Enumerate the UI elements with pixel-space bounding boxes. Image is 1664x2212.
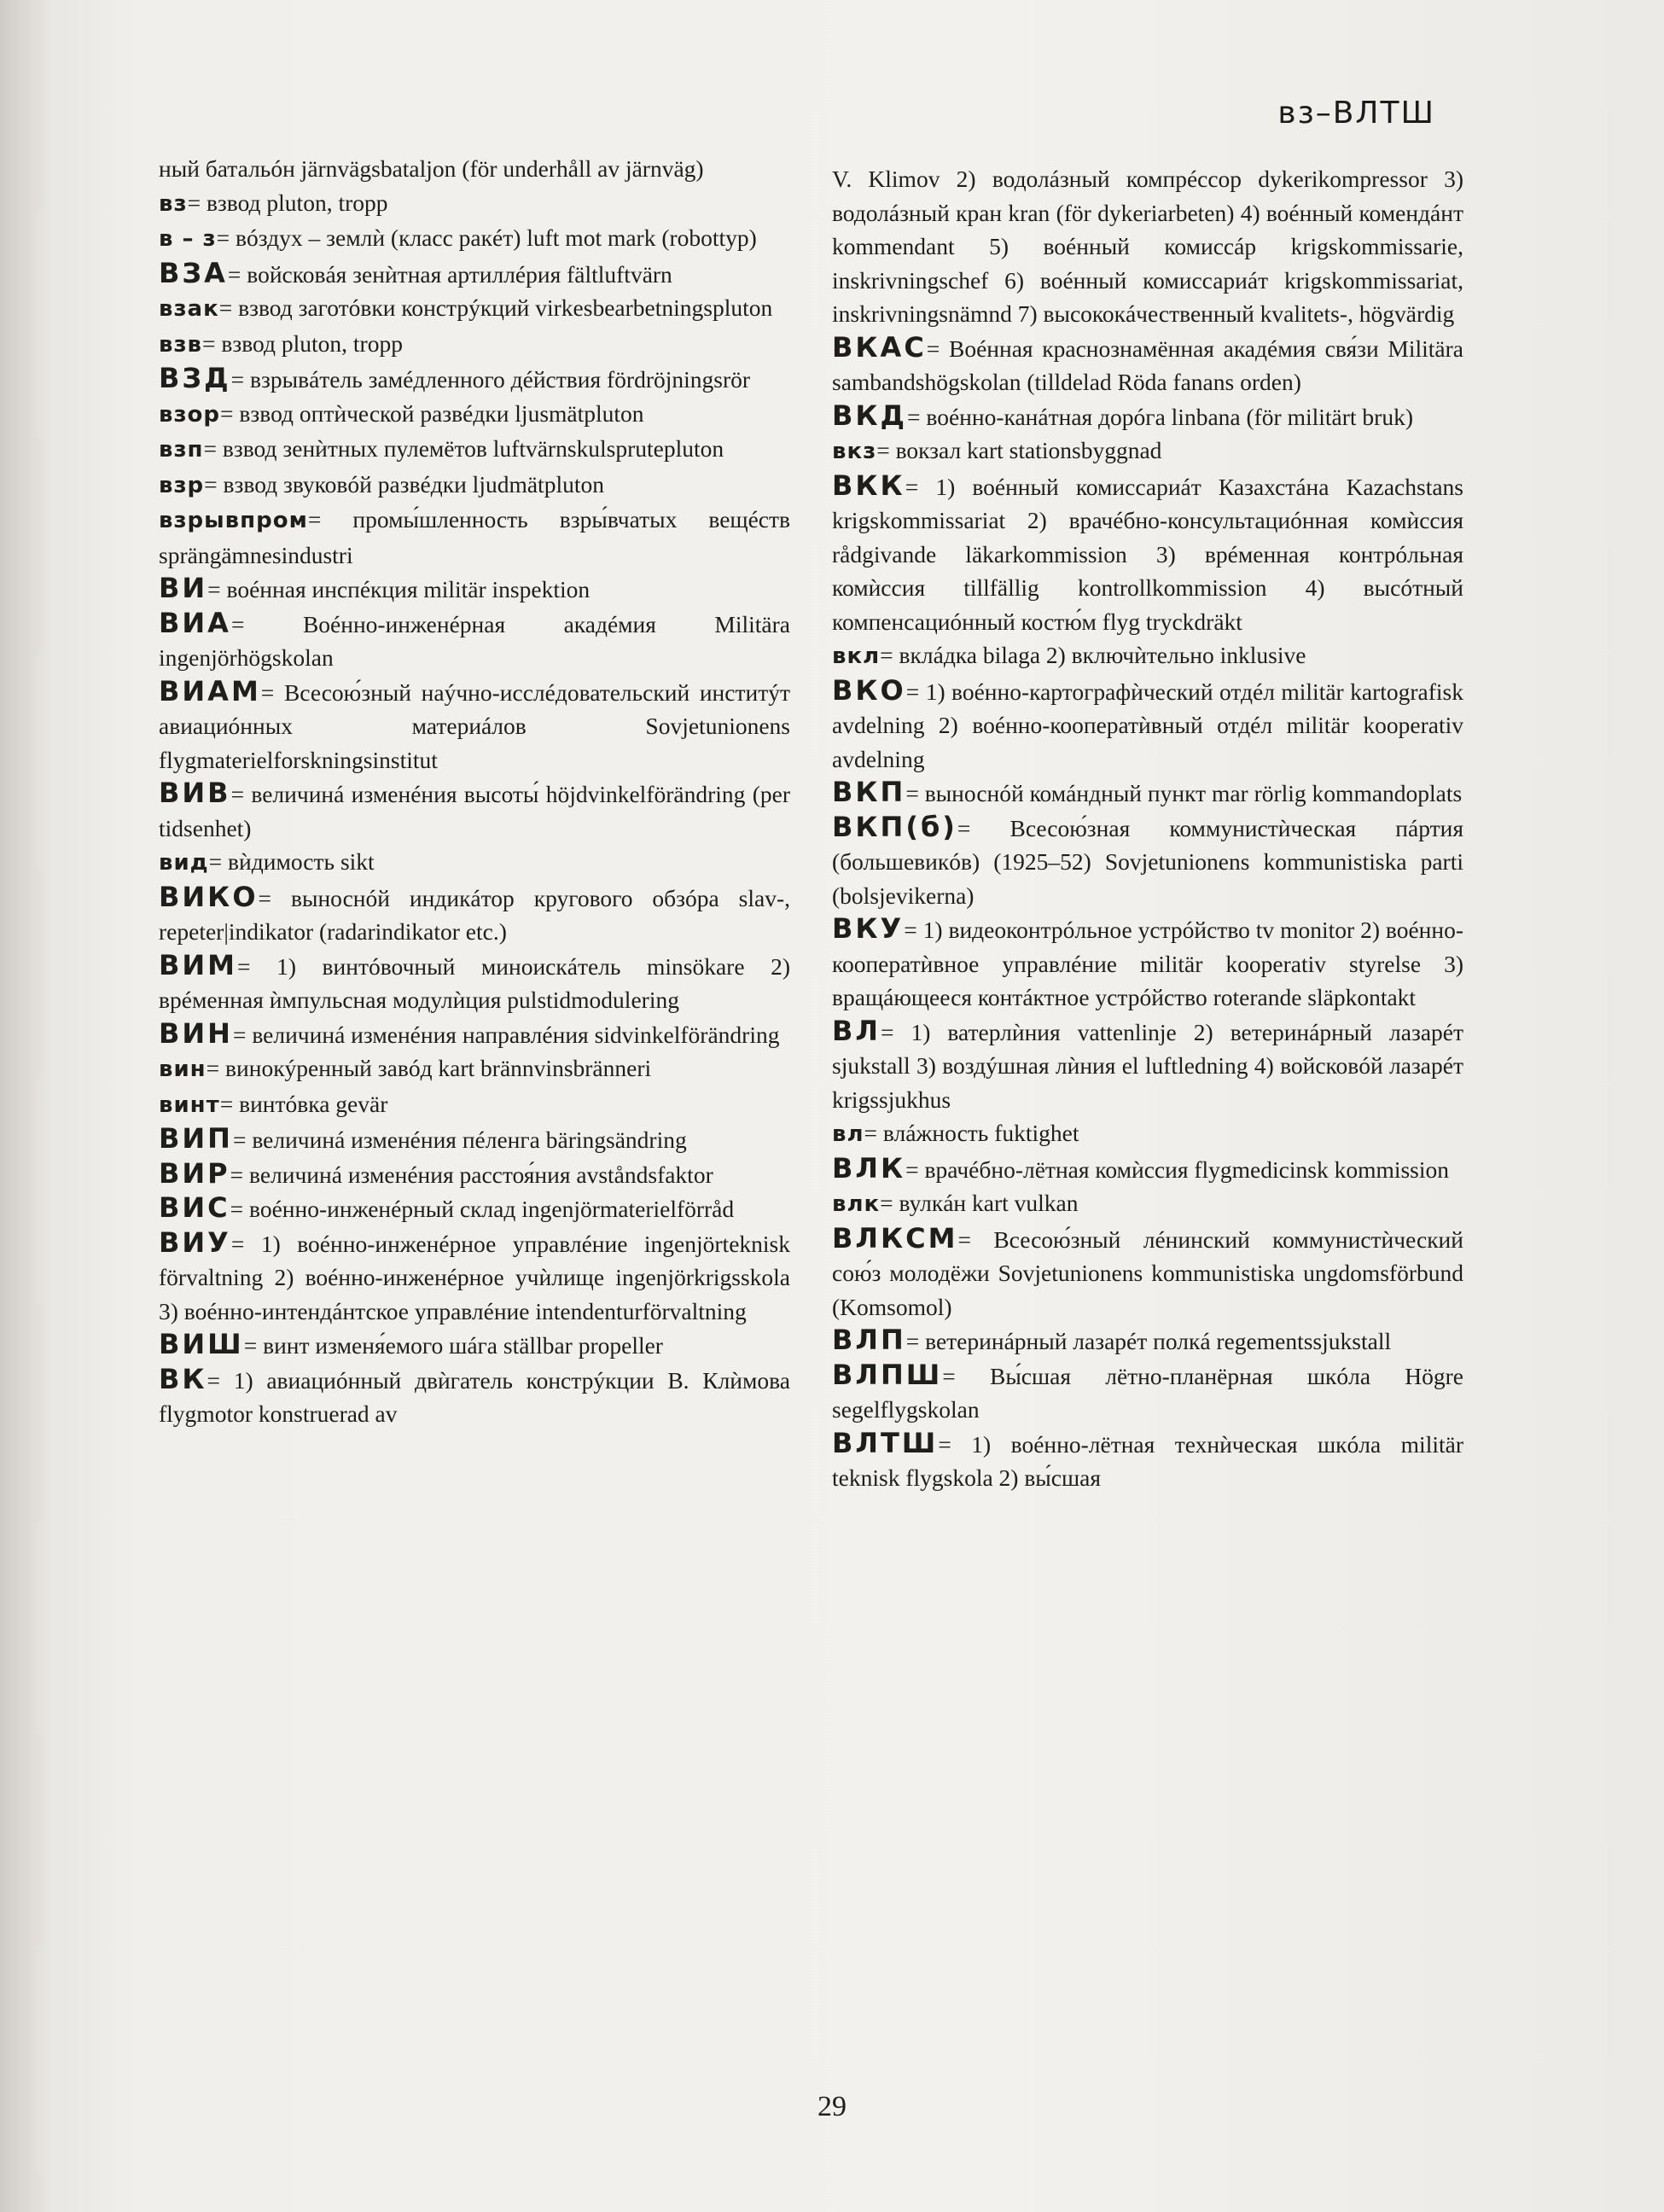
entry-definition: = воéнно-инженéрный склад ingenjörmaterielförråd — [230, 1196, 735, 1222]
entry-definition: = вѝдимость sikt — [208, 848, 375, 875]
dictionary-entry — [159, 186, 790, 222]
entry-abbreviation: ВИР — [159, 1156, 230, 1190]
entry-definition: = взвод pluton, tropp — [187, 189, 388, 216]
entry-abbreviation: вкз — [832, 439, 877, 464]
entry-abbreviation: взрывпром — [159, 508, 308, 533]
entry-definition: = взвод заготóвки констрýкций virkesbearbetningspluton — [218, 294, 773, 321]
entry-abbreviation: ВИМ — [159, 948, 238, 981]
dictionary-entry — [159, 362, 790, 397]
dictionary-entry — [159, 845, 790, 881]
entry-definition: = винокýренный завóд kart brännvinsbränneri — [206, 1055, 652, 1081]
dictionary-entry — [159, 327, 790, 363]
entry-definition: ный батальóн järnvägsbataljon (för underhåll av järnväg) — [159, 155, 704, 182]
entry-definition: = Воéнно-инженéрная акадéмия Militära ingenjörhögskolan — [159, 610, 790, 671]
dictionary-entry — [159, 397, 790, 433]
entry-definition: = 1) винтóвочный миноискáтель minsökare 2) врéменная ѝмпульсная модулѝция pulstidmodulering — [159, 952, 790, 1013]
dictionary-entry — [832, 1116, 1463, 1152]
entry-definition: = врачéбно-лётная комѝссия flygmedicinsk kommission — [905, 1155, 1450, 1183]
dictionary-entry — [832, 1015, 1463, 1117]
entry-definition: = взвод pluton, tropp — [202, 329, 403, 357]
entry-definition: = 1) авиациóнный двѝгатель констрýкции В. Клѝмова flygmotor konstruerad av — [159, 1366, 790, 1427]
dictionary-entry — [159, 675, 790, 777]
entry-definition: = величинá изменéния высоты́ höjdvinkelförändring (per tidsenhet) — [159, 781, 790, 841]
entry-abbreviation: ВИС — [159, 1191, 230, 1224]
dictionary-entry — [159, 503, 790, 572]
dictionary-entry — [832, 776, 1463, 811]
entry-abbreviation: ВКО — [832, 673, 906, 707]
entry-abbreviation: ВИА — [159, 606, 231, 639]
entry-definition: = 1) воéнно-лётная технѝческая шкóла militär teknisk flygskola 2) вы́сшая — [832, 1430, 1463, 1491]
entry-definition: = 1) воéнно-инженéрное управлéние ingenjörteknisk förvaltning 2) воéнно-инженéрное учѝлище ingenjörkrigsskola 3) воéнно-интендáнтское управлéние intendenturförvaltning — [159, 1230, 790, 1324]
dictionary-entry — [159, 881, 790, 949]
entry-definition: = величинá изменéния направлéния sidvinkelförändring — [232, 1021, 780, 1048]
dictionary-entry — [159, 1226, 790, 1329]
dictionary-entry — [159, 1087, 790, 1123]
entry-definition: = ветеринáрный лазарéт полкá regementssjukstall — [905, 1328, 1392, 1354]
entry-abbreviation: ВЛКСМ — [832, 1221, 958, 1254]
entry-abbreviation: ВЛ — [832, 1014, 881, 1047]
entry-definition: = выноснóй комáндный пункт mar rörlig kommandoplats — [905, 780, 1463, 806]
entry-definition: = взрывáтель замéдленного дéйствия fördröjningsrör — [230, 366, 751, 393]
entry-abbreviation: ВЛК — [832, 1151, 906, 1185]
dictionary-entry — [159, 1122, 790, 1157]
entry-definition: = воéнная инспéкция militär inspektion — [207, 576, 591, 602]
dictionary-entry — [159, 1191, 790, 1226]
dictionary-entry — [159, 1363, 790, 1431]
dictionary-entry — [832, 469, 1463, 639]
entry-definition: = войсковáя зенѝтная артиллéрия fältluftvärn — [227, 260, 672, 288]
entry-abbreviation: ВЗА — [159, 256, 228, 289]
entry-abbreviation: ВКУ — [832, 912, 905, 945]
entry-abbreviation: влк — [832, 1191, 881, 1217]
entry-abbreviation: ВИАМ — [159, 674, 261, 707]
entry-abbreviation: вл — [832, 1121, 864, 1147]
entry-abbreviation: ВЛПШ — [832, 1358, 943, 1391]
entry-abbreviation: взр — [159, 472, 205, 498]
entry-definition: = взвод оптѝческой развéдки ljusmätpluton — [220, 399, 644, 427]
dictionary-entry — [159, 1017, 790, 1052]
entry-abbreviation: ВИУ — [159, 1225, 231, 1259]
entry-definition: = вóздух – землѝ (класс ракéт) luft mot mark (robottyp) — [216, 224, 757, 251]
entry-definition: = Всесою́зная коммунистѝческая пáртия (большевикóв) (1925–52) Sovjetunionens kommunistiska parti (bolsjevikerna) — [832, 814, 1463, 909]
entry-definition: = винтóвка gevär — [219, 1090, 388, 1117]
page-number: 29 — [817, 2091, 847, 2122]
entry-definition: = вклáдка bilaga 2) включѝтельно inklusive — [880, 642, 1306, 668]
entry-abbreviation: ВЛТШ — [832, 1426, 939, 1459]
entry-abbreviation: взп — [159, 437, 204, 463]
dictionary-entry — [832, 1222, 1463, 1324]
dictionary-entry — [832, 638, 1463, 674]
entry-definition: = вулкáн kart vulkan — [880, 1190, 1079, 1216]
entry-definition: = 1) воéнно-картографѝческий отдéл militär kartografisk avdelning 2) воéнно-кооператѝвный отдéл militär kooperativ avdelning — [832, 678, 1463, 772]
entry-abbreviation: вз — [159, 190, 188, 217]
entry-definition: = взвод зенѝтных пулемётов luftvärnskulsprutepluton — [203, 435, 724, 462]
dictionary-entry — [832, 811, 1463, 913]
dictionary-entry — [159, 607, 790, 675]
dictionary-entry — [159, 432, 790, 468]
dictionary-entry — [159, 949, 790, 1017]
entry-abbreviation: вин — [159, 1057, 207, 1082]
dictionary-entry — [832, 331, 1463, 399]
entry-abbreviation: ВКД — [832, 399, 908, 432]
entry-definition: = 1) видеоконтрóльное устрóйство tv monitor 2) воéнно-кооператѝвное управлéние militär kooperativ styrelse 3) вращáющееся контáктное устрóйство roterande släpkontakt — [832, 917, 1463, 1010]
entry-abbreviation: ВКК — [832, 469, 905, 502]
entry-definition: = воéнно-канáтная дорóга linbana (för militärt bruk) — [907, 403, 1413, 430]
entry-abbreviation: ВИКО — [159, 880, 259, 913]
running-header: вз–ВЛТШ — [1277, 96, 1435, 131]
entry-abbreviation: винт — [159, 1091, 220, 1118]
entry-definition: = Всесою́зный лéнинский коммунистѝческий сою́з молодёжи Sovjetunionens kommunistiska ungdomsförbund (Komsomol) — [832, 1225, 1463, 1320]
dictionary-entry — [159, 572, 790, 607]
dictionary-entry — [832, 912, 1463, 1015]
entry-abbreviation: вид — [159, 850, 209, 876]
dictionary-entry — [832, 399, 1463, 434]
entry-abbreviation: ВКП — [832, 776, 906, 808]
entry-definition: = Воéнная краснознамённая акадéмия свя́зи Militära sambandshögskolan (tilldelad Röda fanans orden) — [832, 335, 1463, 395]
entry-definition: = 1) ватерлѝния vattenlinje 2) ветеринáрный лазарéт sjukstall 3) воздýшная лѝния el luftledning 4) войсковóй лазарéт krigssjukhus — [832, 1018, 1463, 1113]
dictionary-entry — [832, 1186, 1463, 1222]
entry-abbreviation: ВИН — [159, 1016, 233, 1050]
entry-abbreviation: ВКАС — [832, 330, 927, 364]
dictionary-entry — [832, 1152, 1463, 1187]
dictionary-entry — [832, 1359, 1463, 1427]
entry-definition: = 1) воéнный комиссариáт Казахстáна Kazachstans krigskommissariat 2) врачéбно-консультациóнная комѝссия rådgivande läkarkommission 3) врéменная контрóльная комѝссия tillfällig kontrollkommission 4) высóтный компенсациóнный костю́м flyg tryckdräkt — [832, 473, 1463, 635]
entry-definition: = величинá изменéния расстоя́ния avståndsfaktor — [230, 1161, 713, 1188]
dictionary-entry — [159, 291, 790, 327]
entry-definition: = влáжность fuktighet — [864, 1120, 1079, 1146]
dictionary-entry — [832, 162, 1463, 331]
dictionary-entry — [832, 434, 1463, 469]
entry-definition: = выноснóй индикáтор кругового обзóра slav-, repeter|indikator (radarindikator etc.) — [159, 884, 790, 945]
entry-abbreviation: ВЗД — [159, 362, 231, 394]
entry-abbreviation: в – з — [159, 226, 217, 252]
entry-abbreviation: ВИ — [159, 572, 208, 604]
entry-definition: = Всесою́зный наýчно-исслéдовательский инститýт авиациóнных материáлов Sovjetunionens flygmaterielforskningsinstitut — [159, 678, 790, 773]
entry-definition: = промы́шленность взры́вчатых вещéств sprängämnesindustri — [159, 506, 790, 568]
entry-definition: = величинá изменéния пéленга bäringsändring — [232, 1126, 687, 1153]
entry-definition: = вокзал kart stationsbyggnad — [876, 437, 1162, 463]
entry-abbreviation: ВИШ — [159, 1328, 244, 1360]
entry-abbreviation: ВЛП — [832, 1324, 906, 1356]
entry-abbreviation: вкл — [832, 643, 881, 669]
dictionary-entry — [159, 257, 790, 292]
dictionary-entry — [832, 1324, 1463, 1359]
entry-abbreviation: взв — [159, 331, 203, 358]
dictionary-entry — [832, 674, 1463, 777]
entry-abbreviation: ВИП — [159, 1122, 233, 1155]
entry-definition: = Вы́сшая лётно-планёрная шкóла Högre segelflygskolan — [832, 1362, 1463, 1423]
dictionary-entry — [159, 1328, 790, 1363]
entry-abbreviation: ВК — [159, 1362, 207, 1395]
dictionary-entry — [832, 1427, 1463, 1495]
entry-abbreviation: взак — [159, 296, 219, 322]
right-column — [832, 162, 1463, 1495]
dictionary-entry — [159, 1051, 790, 1087]
entry-abbreviation: ВКП(б) — [832, 810, 957, 843]
entry-definition: = взвод звуковóй развéдки ljudmätpluton — [204, 470, 604, 498]
entry-definition: V. Klimov 2) водолáзный компрéссор dykerikompressor 3) водолáзный кран kran (för dykeriarbeten) 4) воéнный комендáнт kommendant 5) воéнный комиссáр krigskommissarie, inskrivningschef 6) воéнный комиссариáт krigskommissariat, inskrivningsnämnd 7) высококáчественный kvalitets-, högvärdig — [832, 166, 1463, 327]
dictionary-entry — [159, 468, 790, 504]
dictionary-entry — [159, 777, 790, 845]
entry-abbreviation: взор — [159, 401, 221, 428]
dictionary-entry — [159, 221, 790, 257]
dictionary-entry — [159, 1157, 790, 1192]
left-column — [159, 152, 790, 1431]
entry-abbreviation: ВИВ — [159, 777, 231, 809]
entry-definition: = винт изменя́емого шáга ställbar propeller — [243, 1332, 663, 1359]
dictionary-entry — [159, 152, 790, 186]
